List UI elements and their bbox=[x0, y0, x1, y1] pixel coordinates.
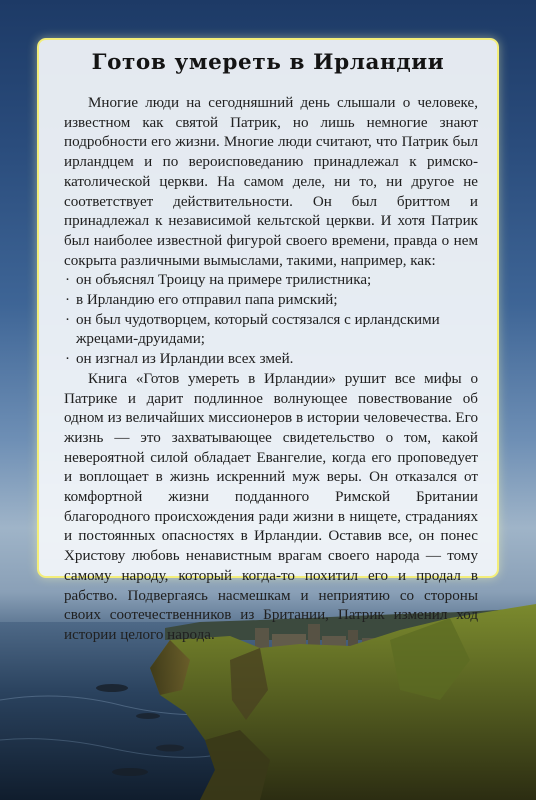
list-item: · в Ирландию его отправил папа римский; bbox=[64, 291, 478, 311]
bullet-icon: · bbox=[65, 311, 71, 328]
bullet-icon: · bbox=[65, 272, 71, 289]
intro-paragraph: Многие люди на сегодняшний день слышали о человеке, известном как святой Патрик, но лишь немногие знают подробности его жизни. Многие люди считают, что Патрик был ирландцем и по вероисповеданию принадлежал к римско-католической церкви. На самом деле, ни то, ни другое не соответствует действительности. Он был бриттом и принадлежал к независимой кельтской церкви. И хотя Патрик был наиболее известной фигурой своего времени, правда о нем сокрыта различными вымыслами, такими, например, как: bbox=[64, 95, 478, 269]
body-text bbox=[64, 94, 478, 646]
bullet-icon: · bbox=[65, 351, 71, 368]
list-item: · он изгнал из Ирландии всех змей. bbox=[64, 350, 478, 370]
list-item: · он был чудотворцем, который состязался с ирландскими жрецами-друидами; bbox=[65, 311, 440, 348]
myths-list bbox=[64, 271, 478, 370]
list-item: · он объяснял Троицу на примере трилистника; bbox=[64, 271, 478, 291]
page-title: Готов умереть в Ирландии bbox=[91, 50, 445, 75]
bullet-icon: · bbox=[65, 292, 71, 309]
book-description-paragraph: Книга «Готов умереть в Ирландии» рушит все мифы о Патрике и дарит подлинное волнующее повествование об одном из величайших миссионеров в истории человечества. Его жизнь — это захватывающее свидетельство о том, какой невероятной силой обладает Евангелие, когда его проповедует и воплощает в жизнь искренний муж веры. Он отказался от комфортной жизни подданного Римской Британии благородного происхождения ради жизни в нищете, страданиях и постоянных опасностях в Ирландии. Оставив все, он понес Христову любовь ненавистным врагам своего народа — тому самому народу, который когда-то похитил его и продал в рабство. Подвергаясь насмешкам и неприятию со стороны своих соотечественников из Британии, Патрик изменил ход истории целого народа. bbox=[64, 370, 478, 643]
